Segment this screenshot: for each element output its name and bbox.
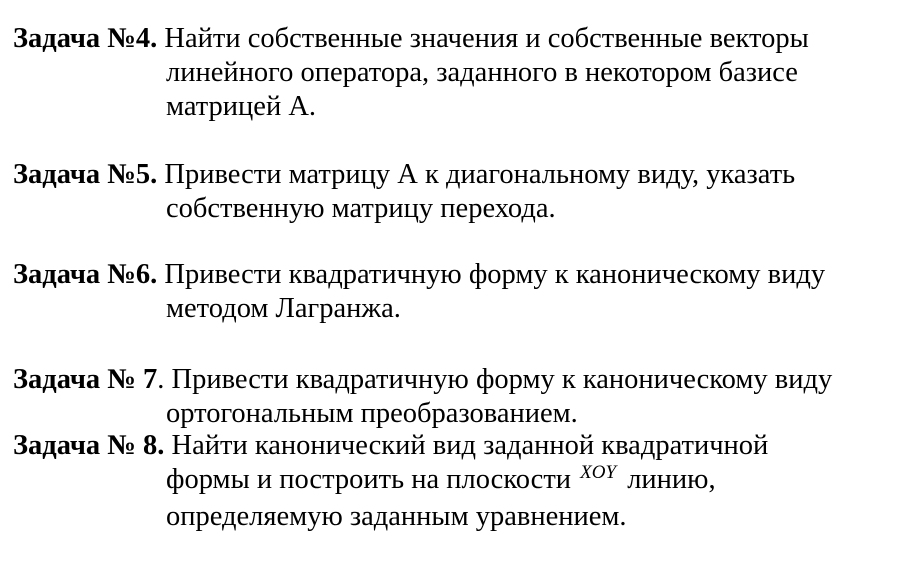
task-8-line-2 xyxy=(13,463,903,500)
task-5-label: Задача №5. xyxy=(13,159,158,190)
task-5 xyxy=(13,158,903,226)
task-8 xyxy=(13,429,903,534)
task-4-text-1: Найти собственные значения и собственные векторы xyxy=(157,23,809,54)
task-6-line-1 xyxy=(13,258,903,292)
task-6 xyxy=(13,258,903,326)
task-4-line-1 xyxy=(13,22,903,56)
task-7-text-1: . Привести квадратичную форму к каноническому виду xyxy=(157,364,833,395)
task-4-text-2: линейного оператора, заданного в некотором базисе xyxy=(166,57,798,88)
task-6-text-1: Привести квадратичную форму к каноническому виду xyxy=(157,259,826,290)
task-8-text-2a: формы и построить на плоскости xyxy=(166,464,579,495)
task-4 xyxy=(13,22,903,124)
task-4-label: Задача №4. xyxy=(13,23,158,54)
task-5-text-2: собственную матрицу перехода. xyxy=(166,193,556,224)
task-5-text-1: Привести матрицу А к диагональному виду, указать xyxy=(157,159,796,190)
task-7 xyxy=(13,363,903,431)
task-7-label: Задача № 7 xyxy=(13,364,158,395)
task-8-text-1: Найти канонический вид заданной квадратичной xyxy=(164,430,769,461)
task-8-label: Задача № 8. xyxy=(13,430,165,461)
task-8-line-1 xyxy=(13,429,903,463)
task-5-line-1 xyxy=(13,158,903,192)
task-8-text-3: определяемую заданным уравнением. xyxy=(166,501,627,532)
task-8-text-2b: линию, xyxy=(620,464,716,495)
task-6-label: Задача №6. xyxy=(13,259,158,290)
task-7-line-1 xyxy=(13,363,903,397)
task-7-text-2: ортогональным преобразованием. xyxy=(166,398,578,429)
task-6-text-2: методом Лагранжа. xyxy=(166,293,401,324)
plane-variable-xoy: XOY xyxy=(580,462,617,483)
task-4-text-3: матрицей А. xyxy=(166,91,317,122)
